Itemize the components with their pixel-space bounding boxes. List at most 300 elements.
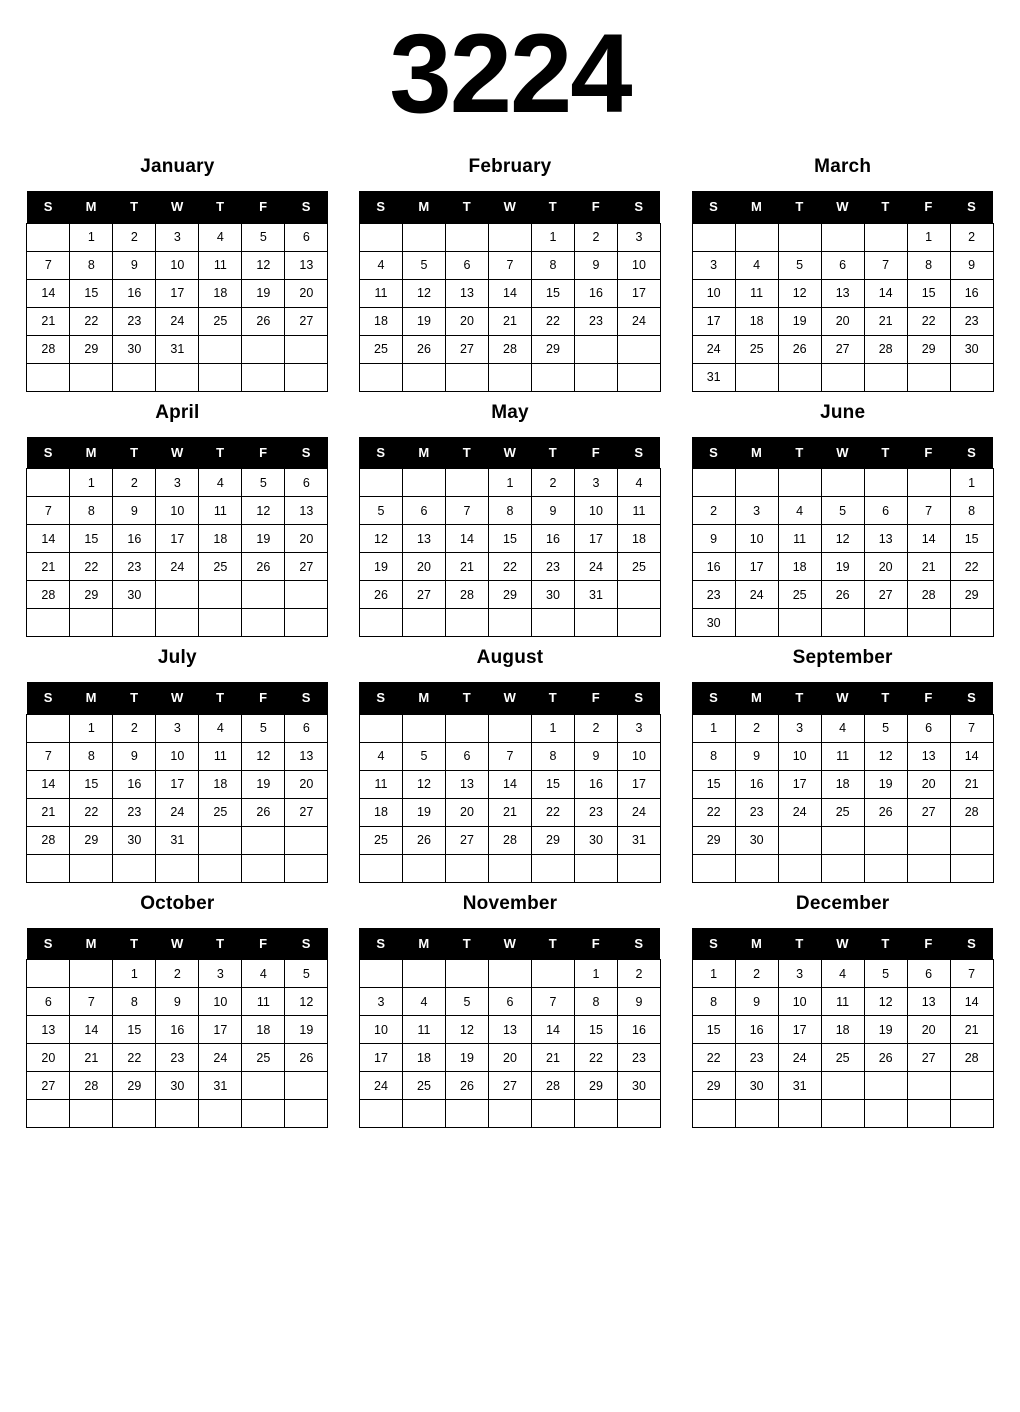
day-cell[interactable]: 19 [778,307,821,335]
day-cell[interactable]: 2 [735,714,778,742]
day-cell[interactable]: 5 [242,714,285,742]
day-cell[interactable]: 2 [531,469,574,497]
day-cell[interactable]: 12 [402,279,445,307]
day-cell[interactable]: 8 [574,988,617,1016]
day-cell[interactable]: 13 [864,525,907,553]
day-cell[interactable]: 19 [402,798,445,826]
day-cell[interactable]: 8 [692,988,735,1016]
day-cell[interactable]: 3 [574,469,617,497]
day-cell[interactable]: 25 [199,553,242,581]
day-cell[interactable]: 3 [735,497,778,525]
day-cell[interactable]: 21 [27,553,70,581]
day-cell[interactable]: 8 [907,251,950,279]
day-cell[interactable]: 23 [735,1044,778,1072]
day-cell[interactable]: 8 [70,497,113,525]
day-cell[interactable]: 15 [113,1016,156,1044]
day-cell[interactable]: 19 [285,1016,328,1044]
day-cell[interactable]: 3 [156,223,199,251]
day-cell[interactable]: 16 [692,553,735,581]
day-cell[interactable]: 15 [70,770,113,798]
day-cell[interactable]: 23 [735,798,778,826]
day-cell[interactable]: 18 [735,307,778,335]
day-cell[interactable]: 5 [864,714,907,742]
day-cell[interactable]: 4 [199,223,242,251]
day-cell[interactable]: 5 [778,251,821,279]
day-cell[interactable]: 31 [617,826,660,854]
day-cell[interactable]: 31 [574,581,617,609]
day-cell[interactable]: 12 [445,1016,488,1044]
day-cell[interactable]: 21 [27,307,70,335]
day-cell[interactable]: 7 [27,251,70,279]
day-cell[interactable]: 17 [156,279,199,307]
day-cell[interactable]: 13 [285,742,328,770]
day-cell[interactable]: 27 [285,307,328,335]
day-cell[interactable]: 29 [113,1072,156,1100]
day-cell[interactable]: 14 [488,279,531,307]
day-cell[interactable]: 14 [864,279,907,307]
day-cell[interactable]: 17 [617,770,660,798]
day-cell[interactable]: 4 [359,742,402,770]
day-cell[interactable]: 8 [692,742,735,770]
day-cell[interactable]: 30 [531,581,574,609]
day-cell[interactable]: 26 [285,1044,328,1072]
day-cell[interactable]: 21 [531,1044,574,1072]
day-cell[interactable]: 9 [692,525,735,553]
day-cell[interactable]: 1 [70,469,113,497]
day-cell[interactable]: 22 [488,553,531,581]
day-cell[interactable]: 25 [359,335,402,363]
day-cell[interactable]: 20 [27,1044,70,1072]
day-cell[interactable]: 19 [242,770,285,798]
day-cell[interactable]: 2 [574,714,617,742]
day-cell[interactable]: 13 [402,525,445,553]
day-cell[interactable]: 30 [735,1072,778,1100]
day-cell[interactable]: 21 [950,770,993,798]
day-cell[interactable]: 16 [113,279,156,307]
day-cell[interactable]: 19 [359,553,402,581]
day-cell[interactable]: 28 [488,335,531,363]
day-cell[interactable]: 19 [864,770,907,798]
day-cell[interactable]: 7 [950,960,993,988]
day-cell[interactable]: 17 [778,1016,821,1044]
day-cell[interactable]: 6 [285,469,328,497]
day-cell[interactable]: 1 [531,714,574,742]
day-cell[interactable]: 11 [821,742,864,770]
day-cell[interactable]: 27 [402,581,445,609]
day-cell[interactable]: 13 [445,770,488,798]
day-cell[interactable]: 24 [692,335,735,363]
day-cell[interactable]: 2 [617,960,660,988]
day-cell[interactable]: 16 [574,770,617,798]
day-cell[interactable]: 24 [617,307,660,335]
day-cell[interactable]: 5 [402,251,445,279]
day-cell[interactable]: 21 [70,1044,113,1072]
day-cell[interactable]: 16 [617,1016,660,1044]
day-cell[interactable]: 25 [199,798,242,826]
day-cell[interactable]: 6 [907,714,950,742]
day-cell[interactable]: 12 [242,742,285,770]
day-cell[interactable]: 2 [156,960,199,988]
day-cell[interactable]: 17 [359,1044,402,1072]
day-cell[interactable]: 23 [617,1044,660,1072]
day-cell[interactable]: 28 [488,826,531,854]
day-cell[interactable]: 5 [445,988,488,1016]
day-cell[interactable]: 4 [617,469,660,497]
day-cell[interactable]: 24 [735,581,778,609]
day-cell[interactable]: 5 [864,960,907,988]
day-cell[interactable]: 22 [70,553,113,581]
day-cell[interactable]: 24 [199,1044,242,1072]
day-cell[interactable]: 8 [70,251,113,279]
day-cell[interactable]: 4 [821,714,864,742]
day-cell[interactable]: 12 [285,988,328,1016]
day-cell[interactable]: 18 [199,279,242,307]
day-cell[interactable]: 28 [950,798,993,826]
day-cell[interactable]: 15 [531,770,574,798]
day-cell[interactable]: 12 [402,770,445,798]
day-cell[interactable]: 29 [488,581,531,609]
day-cell[interactable]: 3 [359,988,402,1016]
day-cell[interactable]: 26 [445,1072,488,1100]
day-cell[interactable]: 12 [778,279,821,307]
day-cell[interactable]: 31 [156,335,199,363]
day-cell[interactable]: 26 [359,581,402,609]
day-cell[interactable]: 21 [950,1016,993,1044]
day-cell[interactable]: 17 [617,279,660,307]
day-cell[interactable]: 31 [156,826,199,854]
day-cell[interactable]: 8 [488,497,531,525]
day-cell[interactable]: 29 [692,826,735,854]
day-cell[interactable]: 16 [574,279,617,307]
day-cell[interactable]: 20 [821,307,864,335]
day-cell[interactable]: 10 [617,742,660,770]
day-cell[interactable]: 30 [113,826,156,854]
day-cell[interactable]: 7 [70,988,113,1016]
day-cell[interactable]: 2 [692,497,735,525]
day-cell[interactable]: 2 [113,469,156,497]
day-cell[interactable]: 1 [488,469,531,497]
day-cell[interactable]: 25 [778,581,821,609]
day-cell[interactable]: 29 [531,335,574,363]
day-cell[interactable]: 25 [242,1044,285,1072]
day-cell[interactable]: 28 [531,1072,574,1100]
day-cell[interactable]: 6 [488,988,531,1016]
day-cell[interactable]: 19 [445,1044,488,1072]
day-cell[interactable]: 20 [402,553,445,581]
day-cell[interactable]: 23 [692,581,735,609]
day-cell[interactable]: 8 [531,251,574,279]
day-cell[interactable]: 2 [950,223,993,251]
day-cell[interactable]: 15 [488,525,531,553]
day-cell[interactable]: 19 [242,525,285,553]
day-cell[interactable]: 24 [156,307,199,335]
day-cell[interactable]: 30 [113,581,156,609]
day-cell[interactable]: 11 [199,251,242,279]
day-cell[interactable]: 13 [285,251,328,279]
day-cell[interactable]: 18 [359,307,402,335]
day-cell[interactable]: 17 [199,1016,242,1044]
day-cell[interactable]: 17 [735,553,778,581]
day-cell[interactable]: 29 [692,1072,735,1100]
day-cell[interactable]: 4 [735,251,778,279]
day-cell[interactable]: 12 [359,525,402,553]
day-cell[interactable]: 27 [821,335,864,363]
day-cell[interactable]: 18 [402,1044,445,1072]
day-cell[interactable]: 10 [617,251,660,279]
day-cell[interactable]: 18 [199,770,242,798]
day-cell[interactable]: 27 [907,798,950,826]
day-cell[interactable]: 21 [27,798,70,826]
day-cell[interactable]: 16 [113,770,156,798]
day-cell[interactable]: 25 [821,798,864,826]
day-cell[interactable]: 24 [574,553,617,581]
day-cell[interactable]: 15 [692,770,735,798]
day-cell[interactable]: 8 [70,742,113,770]
day-cell[interactable]: 9 [113,497,156,525]
day-cell[interactable]: 30 [574,826,617,854]
day-cell[interactable]: 8 [113,988,156,1016]
day-cell[interactable]: 28 [27,826,70,854]
day-cell[interactable]: 16 [950,279,993,307]
day-cell[interactable]: 28 [27,335,70,363]
day-cell[interactable]: 26 [864,1044,907,1072]
day-cell[interactable]: 26 [242,798,285,826]
day-cell[interactable]: 9 [950,251,993,279]
day-cell[interactable]: 18 [617,525,660,553]
day-cell[interactable]: 26 [242,553,285,581]
day-cell[interactable]: 30 [735,826,778,854]
day-cell[interactable]: 27 [488,1072,531,1100]
day-cell[interactable]: 29 [531,826,574,854]
day-cell[interactable]: 18 [821,770,864,798]
day-cell[interactable]: 25 [199,307,242,335]
day-cell[interactable]: 1 [531,223,574,251]
day-cell[interactable]: 1 [70,714,113,742]
day-cell[interactable]: 13 [445,279,488,307]
day-cell[interactable]: 11 [821,988,864,1016]
day-cell[interactable]: 18 [242,1016,285,1044]
day-cell[interactable]: 25 [617,553,660,581]
day-cell[interactable]: 12 [242,251,285,279]
day-cell[interactable]: 13 [907,742,950,770]
day-cell[interactable]: 25 [821,1044,864,1072]
day-cell[interactable]: 16 [113,525,156,553]
day-cell[interactable]: 14 [445,525,488,553]
day-cell[interactable]: 12 [242,497,285,525]
day-cell[interactable]: 20 [445,307,488,335]
day-cell[interactable]: 18 [821,1016,864,1044]
day-cell[interactable]: 25 [402,1072,445,1100]
day-cell[interactable]: 4 [199,714,242,742]
day-cell[interactable]: 29 [70,335,113,363]
day-cell[interactable]: 14 [907,525,950,553]
day-cell[interactable]: 4 [199,469,242,497]
day-cell[interactable]: 27 [445,826,488,854]
day-cell[interactable]: 11 [617,497,660,525]
day-cell[interactable]: 9 [531,497,574,525]
day-cell[interactable]: 31 [692,363,735,391]
day-cell[interactable]: 5 [821,497,864,525]
day-cell[interactable]: 7 [27,742,70,770]
day-cell[interactable]: 7 [27,497,70,525]
day-cell[interactable]: 23 [113,553,156,581]
day-cell[interactable]: 14 [950,742,993,770]
day-cell[interactable]: 19 [242,279,285,307]
day-cell[interactable]: 6 [285,223,328,251]
day-cell[interactable]: 15 [907,279,950,307]
day-cell[interactable]: 10 [156,742,199,770]
day-cell[interactable]: 2 [574,223,617,251]
day-cell[interactable]: 30 [617,1072,660,1100]
day-cell[interactable]: 8 [531,742,574,770]
day-cell[interactable]: 22 [574,1044,617,1072]
day-cell[interactable]: 15 [531,279,574,307]
day-cell[interactable]: 3 [778,714,821,742]
day-cell[interactable]: 11 [359,279,402,307]
day-cell[interactable]: 10 [359,1016,402,1044]
day-cell[interactable]: 5 [359,497,402,525]
day-cell[interactable]: 6 [821,251,864,279]
day-cell[interactable]: 3 [617,714,660,742]
day-cell[interactable]: 31 [199,1072,242,1100]
day-cell[interactable]: 23 [574,307,617,335]
day-cell[interactable]: 10 [778,742,821,770]
day-cell[interactable]: 17 [156,770,199,798]
day-cell[interactable]: 1 [70,223,113,251]
day-cell[interactable]: 10 [574,497,617,525]
day-cell[interactable]: 13 [27,1016,70,1044]
day-cell[interactable]: 6 [27,988,70,1016]
day-cell[interactable]: 30 [156,1072,199,1100]
day-cell[interactable]: 22 [70,307,113,335]
day-cell[interactable]: 7 [864,251,907,279]
day-cell[interactable]: 7 [907,497,950,525]
day-cell[interactable]: 26 [864,798,907,826]
day-cell[interactable]: 2 [735,960,778,988]
day-cell[interactable]: 6 [402,497,445,525]
day-cell[interactable]: 17 [156,525,199,553]
day-cell[interactable]: 24 [778,798,821,826]
day-cell[interactable]: 15 [70,279,113,307]
day-cell[interactable]: 11 [199,497,242,525]
day-cell[interactable]: 14 [70,1016,113,1044]
day-cell[interactable]: 7 [488,742,531,770]
day-cell[interactable]: 6 [285,714,328,742]
day-cell[interactable]: 16 [156,1016,199,1044]
day-cell[interactable]: 17 [574,525,617,553]
day-cell[interactable]: 24 [778,1044,821,1072]
day-cell[interactable]: 22 [907,307,950,335]
day-cell[interactable]: 19 [864,1016,907,1044]
day-cell[interactable]: 18 [199,525,242,553]
day-cell[interactable]: 17 [692,307,735,335]
day-cell[interactable]: 23 [113,798,156,826]
day-cell[interactable]: 28 [27,581,70,609]
day-cell[interactable]: 21 [488,307,531,335]
day-cell[interactable]: 22 [531,307,574,335]
day-cell[interactable]: 14 [950,988,993,1016]
day-cell[interactable]: 15 [692,1016,735,1044]
day-cell[interactable]: 10 [735,525,778,553]
day-cell[interactable]: 18 [359,798,402,826]
day-cell[interactable]: 23 [531,553,574,581]
day-cell[interactable]: 5 [242,469,285,497]
day-cell[interactable]: 4 [778,497,821,525]
day-cell[interactable]: 10 [692,279,735,307]
day-cell[interactable]: 27 [864,581,907,609]
day-cell[interactable]: 13 [821,279,864,307]
day-cell[interactable]: 28 [950,1044,993,1072]
day-cell[interactable]: 11 [402,1016,445,1044]
day-cell[interactable]: 1 [574,960,617,988]
day-cell[interactable]: 1 [692,714,735,742]
day-cell[interactable]: 6 [445,251,488,279]
day-cell[interactable]: 22 [531,798,574,826]
day-cell[interactable]: 20 [285,770,328,798]
day-cell[interactable]: 11 [735,279,778,307]
day-cell[interactable]: 22 [113,1044,156,1072]
day-cell[interactable]: 26 [402,826,445,854]
day-cell[interactable]: 2 [113,714,156,742]
day-cell[interactable]: 11 [359,770,402,798]
day-cell[interactable]: 11 [778,525,821,553]
day-cell[interactable]: 13 [488,1016,531,1044]
day-cell[interactable]: 1 [113,960,156,988]
day-cell[interactable]: 20 [864,553,907,581]
day-cell[interactable]: 4 [359,251,402,279]
day-cell[interactable]: 9 [156,988,199,1016]
day-cell[interactable]: 19 [821,553,864,581]
day-cell[interactable]: 16 [531,525,574,553]
day-cell[interactable]: 24 [156,553,199,581]
day-cell[interactable]: 24 [359,1072,402,1100]
day-cell[interactable]: 6 [445,742,488,770]
day-cell[interactable]: 9 [113,742,156,770]
day-cell[interactable]: 20 [285,279,328,307]
day-cell[interactable]: 4 [821,960,864,988]
day-cell[interactable]: 10 [156,497,199,525]
day-cell[interactable]: 1 [907,223,950,251]
day-cell[interactable]: 9 [617,988,660,1016]
day-cell[interactable]: 4 [402,988,445,1016]
day-cell[interactable]: 26 [778,335,821,363]
day-cell[interactable]: 5 [242,223,285,251]
day-cell[interactable]: 3 [692,251,735,279]
day-cell[interactable]: 26 [821,581,864,609]
day-cell[interactable]: 29 [574,1072,617,1100]
day-cell[interactable]: 30 [692,609,735,637]
day-cell[interactable]: 28 [445,581,488,609]
day-cell[interactable]: 5 [285,960,328,988]
day-cell[interactable]: 21 [488,798,531,826]
day-cell[interactable]: 21 [864,307,907,335]
day-cell[interactable]: 9 [574,742,617,770]
day-cell[interactable]: 10 [156,251,199,279]
day-cell[interactable]: 30 [950,335,993,363]
day-cell[interactable]: 25 [359,826,402,854]
day-cell[interactable]: 3 [156,469,199,497]
day-cell[interactable]: 24 [156,798,199,826]
day-cell[interactable]: 29 [70,826,113,854]
day-cell[interactable]: 10 [199,988,242,1016]
day-cell[interactable]: 29 [907,335,950,363]
day-cell[interactable]: 14 [531,1016,574,1044]
day-cell[interactable]: 23 [574,798,617,826]
day-cell[interactable]: 29 [950,581,993,609]
day-cell[interactable]: 27 [285,798,328,826]
day-cell[interactable]: 22 [692,798,735,826]
day-cell[interactable]: 12 [864,742,907,770]
